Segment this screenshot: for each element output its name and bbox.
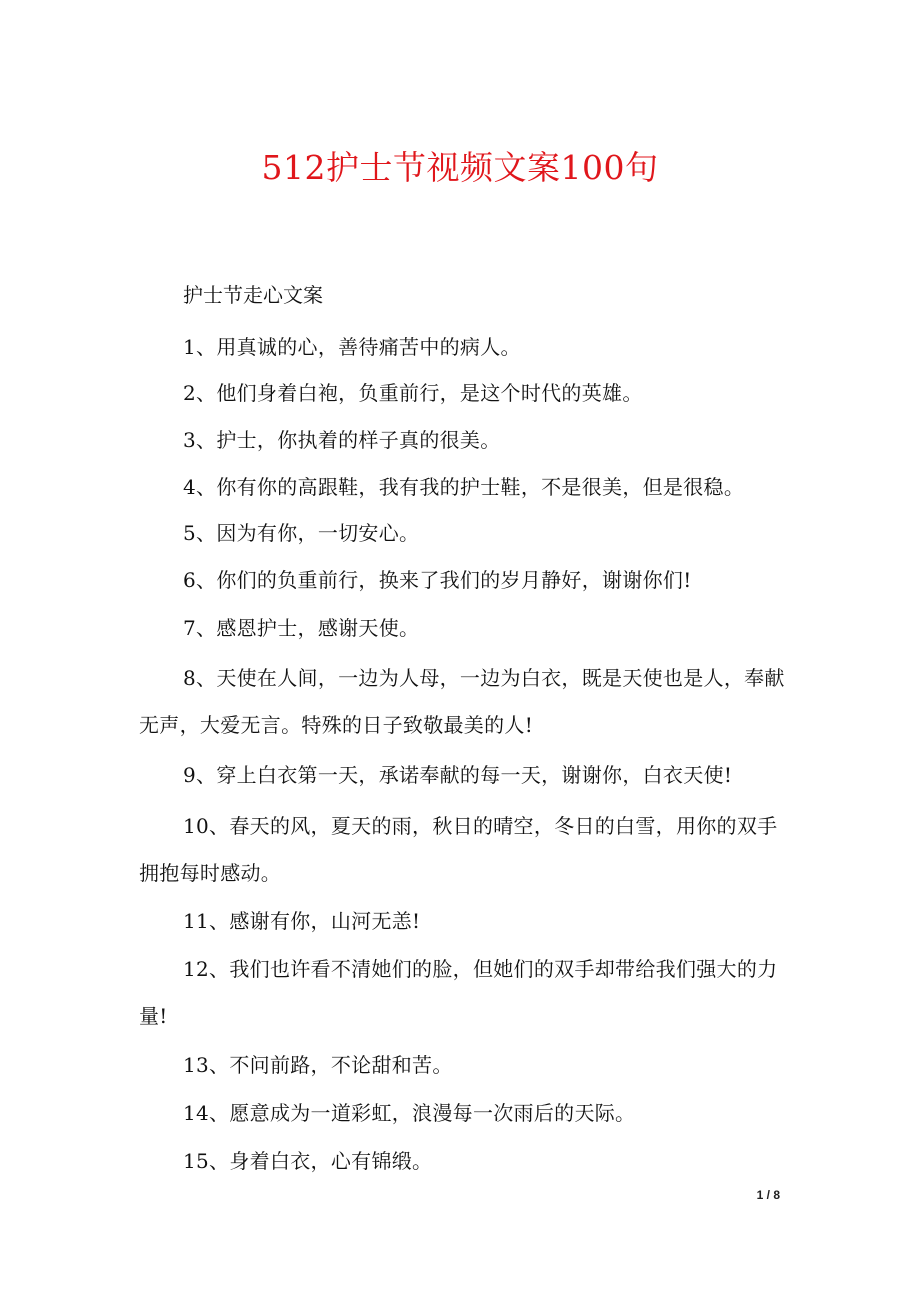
list-item: 15、身着白衣，心有锦缎。 — [183, 1149, 433, 1173]
list-item: 2、他们身着白袍，负重前行，是这个时代的英雄。 — [183, 381, 643, 405]
list-item: 5、因为有你，一切安心。 — [183, 521, 420, 545]
list-item: 11、感谢有你，山河无恙! — [183, 909, 421, 933]
page-number: 1 / 8 — [756, 1188, 780, 1202]
list-item: 6、你们的负重前行，换来了我们的岁月静好，谢谢你们! — [183, 568, 692, 592]
section-heading: 护士节走心文案 — [183, 283, 323, 307]
list-item: 3、护士，你执着的样子真的很美。 — [183, 428, 501, 452]
document-title: 512护士节视频文案100句 — [261, 148, 659, 187]
list-item: 9、穿上白衣第一天，承诺奉献的每一天，谢谢你，白衣天使! — [183, 763, 733, 787]
list-item: 1、用真诚的心，善待痛苦中的病人。 — [183, 335, 521, 359]
list-item: 7、感恩护士，感谢天使。 — [183, 616, 420, 640]
list-item: 12、我们也许看不清她们的脸，但她们的双手却带给我们强大的力量! — [139, 957, 778, 1028]
list-item: 8、天使在人间，一边为人母，一边为白衣，既是天使也是人，奉献无声，大爱无言。特殊的日子致敬最美的人! — [139, 666, 785, 737]
list-item: 13、不问前路，不论甜和苦。 — [183, 1053, 453, 1077]
list-item: 4、你有你的高跟鞋，我有我的护士鞋，不是很美，但是很稳。 — [183, 475, 745, 499]
list-item: 14、愿意成为一道彩虹，浪漫每一次雨后的天际。 — [183, 1101, 636, 1125]
list-item: 10、春天的风，夏天的雨，秋日的晴空，冬日的白雪，用你的双手拥抱每时感动。 — [139, 814, 778, 885]
